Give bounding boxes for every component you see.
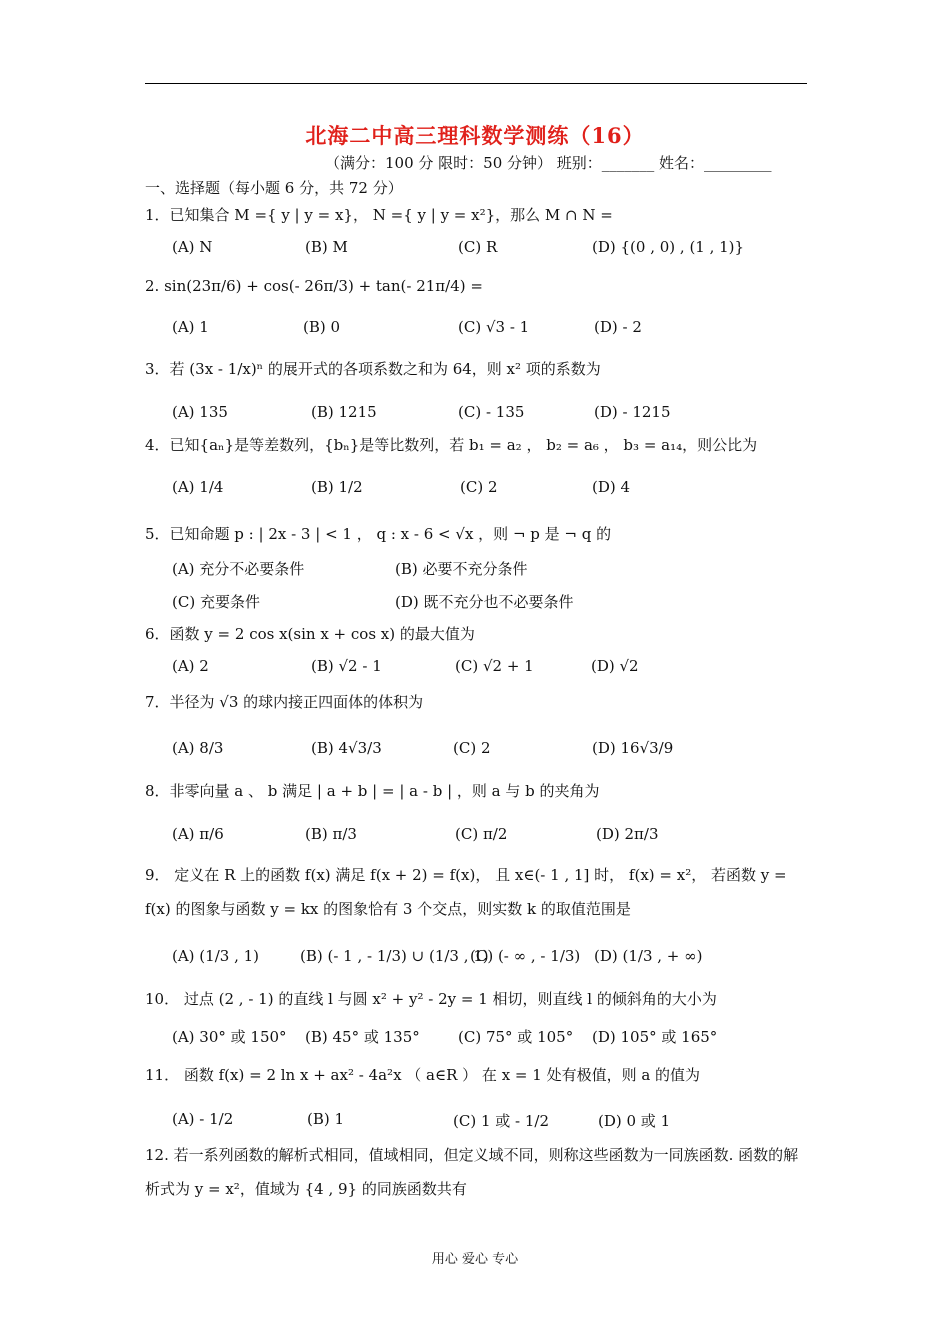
header-rule [145,83,807,84]
question-3-option-b: (B) 1215 [311,403,377,421]
question-8-option-c: (C) π/2 [455,825,508,843]
question-6-option-d: (D) √2 [591,657,639,675]
question-3-option-d: (D) - 1215 [594,403,671,421]
question-8-option-d: (D) 2π/3 [596,825,659,843]
question-6-option-a: (A) 2 [172,657,209,675]
question-1-option-b: (B) M [305,238,348,256]
question-5-option-a: (A) 充分不必要条件 [172,560,305,578]
question-7-option-d: (D) 16√3/9 [592,739,674,757]
question-11-option-a: (A) - 1/2 [172,1110,234,1128]
question-8-option-b: (B) π/3 [305,825,357,843]
question-11-option-c: (C) 1 或 - 1/2 [453,1112,550,1130]
question-5-option-b: (B) 必要不充分条件 [395,560,528,578]
question-9-option-b: (B) (- 1 , - 1/3) ∪ (1/3 , 1) [300,947,489,965]
question-12-stem: 12. 若一系列函数的解析式相同，值域相同，但定义域不同，则称这些函数为一同族函数. 函数的解析式为 y = x²，值域为 {4 , 9} 的同族函数共有 [145,1146,799,1198]
question-10-option-c: (C) 75° 或 105° [458,1028,574,1046]
question-5-stem: 5．已知命题 p : | 2x - 3 | < 1 ， q : x - 6 < √x ，则 ¬ p 是 ¬ q 的 [145,525,612,543]
question-5-option-d: (D) 既不充分也不必要条件 [395,593,574,611]
question-7-stem: 7．半径为 √3 的球内接正四面体的体积为 [145,693,424,711]
question-4-stem: 4．已知{aₙ}是等差数列，{bₙ}是等比数列，若 b₁ = a₂ ， b₂ = a₆ ， b₃ = a₁₄，则公比为 [145,436,758,454]
page-footer: 用心 爱心 专心 [431,1252,519,1267]
question-3-stem: 3．若 (3x - 1/x)ⁿ 的展开式的各项系数之和为 64，则 x² 项的系数为 [145,360,601,378]
question-10-option-b: (B) 45° 或 135° [305,1028,420,1046]
question-9-stem: 9． 定义在 R 上的函数 f(x) 满足 f(x + 2) = f(x)， 且 x∈(- 1 , 1] 时， f(x) = x²， 若函数 y = f(x) 的图象与函数 y = kx 的图象恰有 3 个交点，则实数 k 的取值范围是 [145,866,787,918]
question-4-option-a: (A) 1/4 [172,478,224,496]
question-8-stem: 8．非零向量 a 、 b 满足 | a + b | = | a - b | ，则 a 与 b 的夹角为 [145,782,600,800]
question-11-stem: 11． 函数 f(x) = 2 ln x + ax² - 4a²x （ a∈R ） 在 x = 1 处有极值，则 a 的值为 [145,1066,701,1084]
question-9-option-c: (C) (- ∞ , - 1/3) [470,947,581,965]
question-11-option-d: (D) 0 或 1 [598,1112,671,1130]
question-8-option-a: (A) π/6 [172,825,224,843]
question-2-option-d: (D) - 2 [594,318,642,336]
question-2-stem: 2. sin(23π/6) + cos(- 26π/3) + tan(- 21π/4) = [145,277,483,295]
question-6-option-b: (B) √2 - 1 [311,657,382,675]
question-1-option-c: (C) R [458,238,498,256]
question-1-option-a: (A) N [172,238,213,256]
question-7-option-b: (B) 4√3/3 [311,739,382,757]
question-6-option-c: (C) √2 + 1 [455,657,534,675]
question-10-option-a: (A) 30° 或 150° [172,1028,287,1046]
page-title: 北海二中高三理科数学测练（16） [305,123,645,148]
page-subtitle: （满分：100 分 限时：50 分钟） 班别：_______ 姓名：_________ [325,154,772,172]
question-4-option-c: (C) 2 [460,478,498,496]
section-title: 一、选择题（每小题 6 分，共 72 分） [145,179,403,197]
question-6-stem: 6．函数 y = 2 cos x(sin x + cos x) 的最大值为 [145,625,475,643]
question-11-option-b: (B) 1 [307,1110,345,1128]
question-9-option-a: (A) (1/3 , 1) [172,947,259,965]
question-1-stem: 1．已知集合 M ={ y | y = x}， N ={ y | y = x²}，那么 M ∩ N = [145,206,613,224]
question-4-option-d: (D) 4 [592,478,631,496]
question-9-option-d: (D) (1/3 , + ∞) [594,947,703,965]
question-2-option-a: (A) 1 [172,318,209,336]
question-10-stem: 10． 过点 (2 , - 1) 的直线 l 与圆 x² + y² - 2y = 1 相切，则直线 l 的倾斜角的大小为 [145,990,717,1008]
question-7-option-a: (A) 8/3 [172,739,224,757]
question-5-option-c: (C) 充要条件 [172,593,260,611]
question-3-option-a: (A) 135 [172,403,228,421]
question-2-option-c: (C) √3 - 1 [458,318,530,336]
question-7-option-c: (C) 2 [453,739,491,757]
question-10-option-d: (D) 105° 或 165° [592,1028,718,1046]
question-2-option-b: (B) 0 [303,318,341,336]
question-4-option-b: (B) 1/2 [311,478,363,496]
question-1-option-d: (D) {(0 , 0) , (1 , 1)} [592,238,745,256]
question-3-option-c: (C) - 135 [458,403,525,421]
